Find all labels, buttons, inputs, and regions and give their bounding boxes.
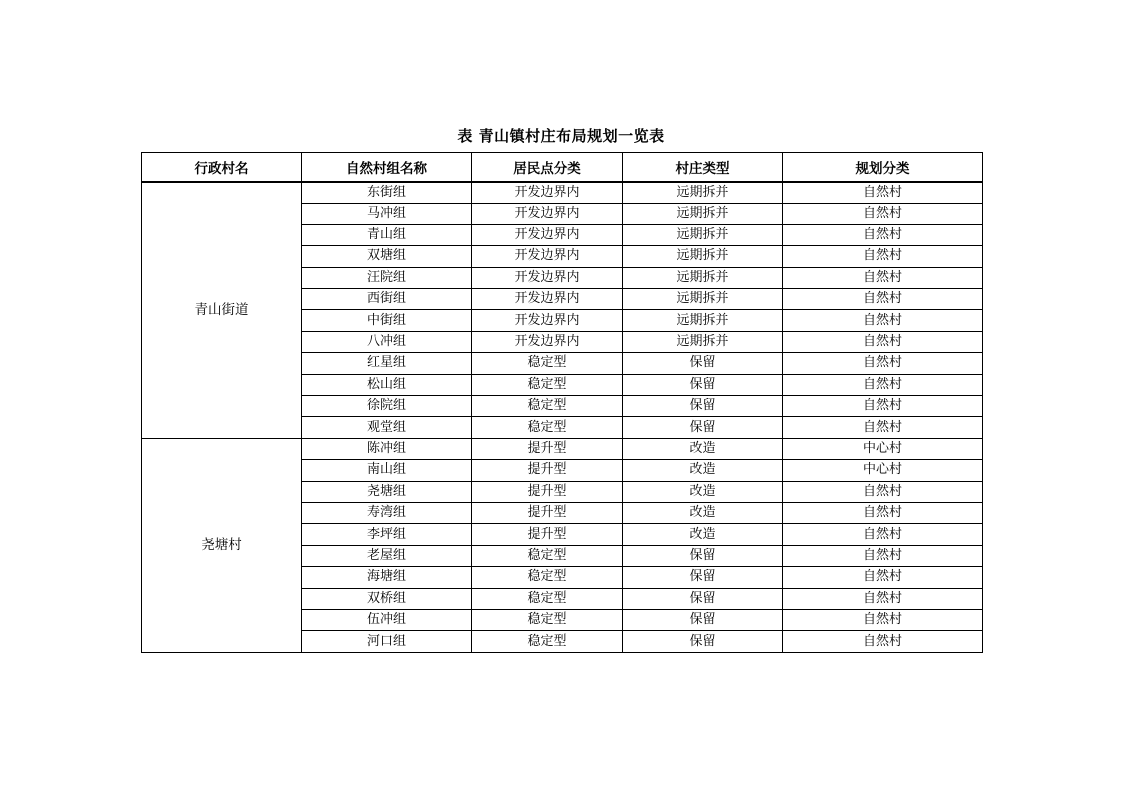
- settlement-class-cell: 开发边界内: [472, 224, 623, 245]
- village-type-cell: 保留: [623, 396, 783, 417]
- table-body: [142, 182, 983, 653]
- village-type-cell: 保留: [623, 567, 783, 588]
- natural-group-cell: 青山组: [302, 224, 472, 245]
- header-village-type: 村庄类型: [623, 153, 783, 182]
- header-admin-village: 行政村名: [142, 153, 302, 182]
- settlement-class-cell: 稳定型: [472, 545, 623, 566]
- natural-group-cell: 八冲组: [302, 331, 472, 352]
- village-type-cell: 保留: [623, 588, 783, 609]
- natural-group-cell: 老屋组: [302, 545, 472, 566]
- settlement-class-cell: 开发边界内: [472, 203, 623, 224]
- village-type-cell: 远期拆并: [623, 267, 783, 288]
- natural-group-cell: 双塘组: [302, 246, 472, 267]
- table-row: [142, 182, 983, 204]
- plan-class-cell: 自然村: [783, 481, 983, 502]
- plan-class-cell: 自然村: [783, 396, 983, 417]
- village-type-cell: 保留: [623, 353, 783, 374]
- plan-class-cell: 自然村: [783, 310, 983, 331]
- village-type-cell: 远期拆并: [623, 203, 783, 224]
- village-layout-table: [141, 152, 983, 653]
- plan-class-cell: 自然村: [783, 224, 983, 245]
- plan-class-cell: 自然村: [783, 267, 983, 288]
- natural-group-cell: 寿湾组: [302, 502, 472, 523]
- plan-class-cell: 自然村: [783, 609, 983, 630]
- admin-village-cell: 尧塘村: [142, 438, 302, 652]
- natural-group-cell: 尧塘组: [302, 481, 472, 502]
- header-plan-class: 规划分类: [783, 153, 983, 182]
- natural-group-cell: 中街组: [302, 310, 472, 331]
- table-title: 表 青山镇村庄布局规划一览表: [457, 127, 665, 145]
- settlement-class-cell: 稳定型: [472, 374, 623, 395]
- village-type-cell: 保留: [623, 374, 783, 395]
- natural-group-cell: 西街组: [302, 289, 472, 310]
- village-type-cell: 改造: [623, 524, 783, 545]
- plan-class-cell: 自然村: [783, 289, 983, 310]
- village-type-cell: 改造: [623, 438, 783, 459]
- settlement-class-cell: 稳定型: [472, 631, 623, 652]
- village-type-cell: 远期拆并: [623, 182, 783, 204]
- natural-group-cell: 陈冲组: [302, 438, 472, 459]
- natural-group-cell: 红星组: [302, 353, 472, 374]
- natural-group-cell: 双桥组: [302, 588, 472, 609]
- plan-class-cell: 自然村: [783, 545, 983, 566]
- natural-group-cell: 汪院组: [302, 267, 472, 288]
- settlement-class-cell: 稳定型: [472, 567, 623, 588]
- plan-class-cell: 自然村: [783, 417, 983, 438]
- village-type-cell: 远期拆并: [623, 246, 783, 267]
- plan-class-cell: 自然村: [783, 331, 983, 352]
- settlement-class-cell: 提升型: [472, 438, 623, 459]
- village-type-cell: 改造: [623, 481, 783, 502]
- settlement-class-cell: 开发边界内: [472, 267, 623, 288]
- village-type-cell: 远期拆并: [623, 331, 783, 352]
- settlement-class-cell: 开发边界内: [472, 182, 623, 204]
- admin-village-cell: 青山街道: [142, 182, 302, 439]
- settlement-class-cell: 提升型: [472, 502, 623, 523]
- village-type-cell: 保留: [623, 417, 783, 438]
- plan-class-cell: 自然村: [783, 374, 983, 395]
- village-type-cell: 远期拆并: [623, 224, 783, 245]
- plan-class-cell: 自然村: [783, 203, 983, 224]
- settlement-class-cell: 稳定型: [472, 588, 623, 609]
- settlement-class-cell: 稳定型: [472, 609, 623, 630]
- natural-group-cell: 徐院组: [302, 396, 472, 417]
- natural-group-cell: 海塘组: [302, 567, 472, 588]
- village-type-cell: 改造: [623, 502, 783, 523]
- plan-class-cell: 自然村: [783, 524, 983, 545]
- settlement-class-cell: 稳定型: [472, 417, 623, 438]
- village-type-cell: 远期拆并: [623, 289, 783, 310]
- plan-class-cell: 自然村: [783, 182, 983, 204]
- plan-class-cell: 中心村: [783, 438, 983, 459]
- natural-group-cell: 河口组: [302, 631, 472, 652]
- header-settlement-class: 居民点分类: [472, 153, 623, 182]
- natural-group-cell: 东街组: [302, 182, 472, 204]
- settlement-class-cell: 开发边界内: [472, 246, 623, 267]
- settlement-class-cell: 提升型: [472, 481, 623, 502]
- settlement-class-cell: 提升型: [472, 524, 623, 545]
- plan-class-cell: 自然村: [783, 567, 983, 588]
- settlement-class-cell: 开发边界内: [472, 289, 623, 310]
- village-type-cell: 保留: [623, 545, 783, 566]
- natural-group-cell: 马冲组: [302, 203, 472, 224]
- settlement-class-cell: 稳定型: [472, 353, 623, 374]
- settlement-class-cell: 开发边界内: [472, 331, 623, 352]
- plan-class-cell: 自然村: [783, 353, 983, 374]
- plan-class-cell: 自然村: [783, 246, 983, 267]
- plan-class-cell: 自然村: [783, 631, 983, 652]
- plan-class-cell: 自然村: [783, 502, 983, 523]
- settlement-class-cell: 开发边界内: [472, 310, 623, 331]
- header-natural-group: 自然村组名称: [302, 153, 472, 182]
- natural-group-cell: 观堂组: [302, 417, 472, 438]
- natural-group-cell: 伍冲组: [302, 609, 472, 630]
- village-type-cell: 保留: [623, 609, 783, 630]
- header-row: [142, 153, 983, 182]
- village-type-cell: 保留: [623, 631, 783, 652]
- settlement-class-cell: 提升型: [472, 460, 623, 481]
- plan-class-cell: 自然村: [783, 588, 983, 609]
- settlement-class-cell: 稳定型: [472, 396, 623, 417]
- natural-group-cell: 李坪组: [302, 524, 472, 545]
- village-type-cell: 改造: [623, 460, 783, 481]
- natural-group-cell: 松山组: [302, 374, 472, 395]
- natural-group-cell: 南山组: [302, 460, 472, 481]
- table-row: [142, 438, 983, 459]
- village-type-cell: 远期拆并: [623, 310, 783, 331]
- plan-class-cell: 中心村: [783, 460, 983, 481]
